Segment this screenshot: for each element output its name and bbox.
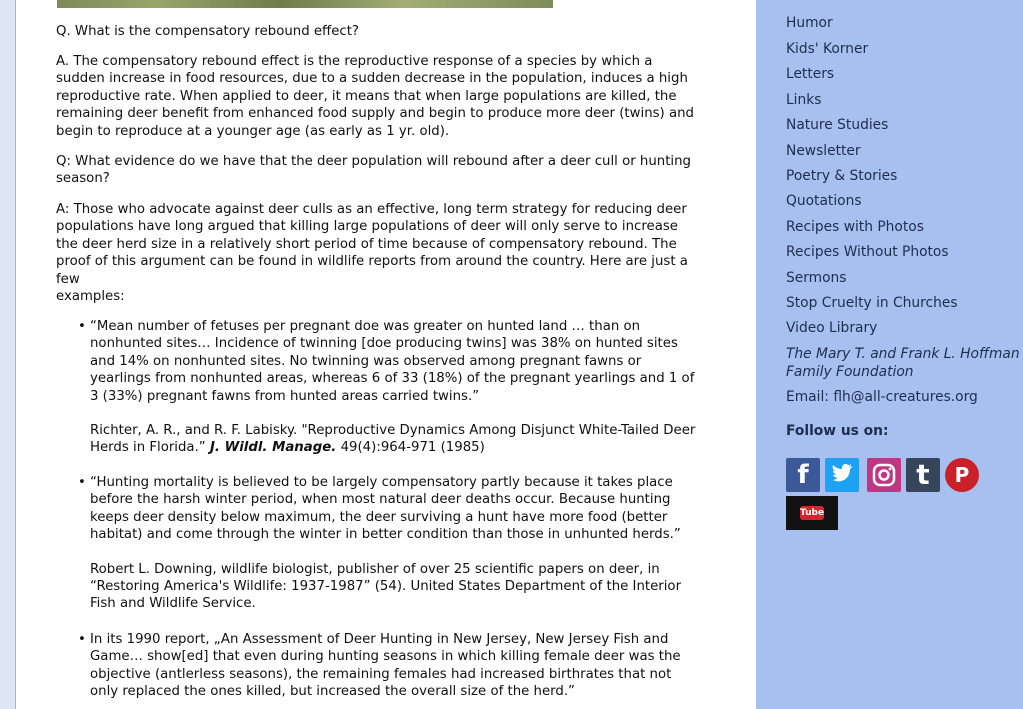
sidebar-item-letters[interactable]: Letters <box>786 66 835 82</box>
facebook-icon[interactable]: f <box>786 458 820 492</box>
answer-2: A: Those who advocate against deer culls as an effective, long term strategy for reducing deer populations have long argued that killing large populations of deer will only serve to increase the deer herd size in a relatively short period of time because of compensatory rebound. The proof of this argument can be found in wildlife reports from around the country. Here are just a few <box>56 202 688 287</box>
sidebar-item-stop-cruelty[interactable]: Stop Cruelty in Churches <box>786 295 958 311</box>
email-row <box>786 389 978 405</box>
sidebar-item-newsletter[interactable]: Newsletter <box>786 143 861 159</box>
citation-1: Richter, A. R., and R. F. Labisky. "Reproductive Dynamics Among Disjunct White-Tailed Deer Herds in Florida.” J. Wildl. Manage. 49(4):964-971 (1985) <box>90 423 696 456</box>
sidebar-item-nature-studies[interactable]: Nature Studies <box>786 117 889 133</box>
sidebar-item-foundation[interactable]: The Mary T. and Frank L. Hoffman Family Foundation <box>786 346 1020 380</box>
pinterest-icon[interactable]: P <box>945 458 979 492</box>
sidebar-item-kids-korner[interactable]: Kids' Korner <box>786 41 869 57</box>
sidebar-item-sermons[interactable]: Sermons <box>786 270 847 286</box>
sidebar-item-links[interactable]: Links <box>786 92 822 108</box>
question-1: Q. What is the compensatory rebound effect? <box>56 24 359 39</box>
youtube-icon[interactable] <box>786 496 838 530</box>
sidebar-item-quotations[interactable]: Quotations <box>786 193 862 209</box>
twitter-icon[interactable] <box>825 458 859 492</box>
answer-1: A. The compensatory rebound effect is the reproductive response of a species by which a sudden increase in food resources, due to a sudden decrease in the population, induces a high reproductive rate. When applied to deer, it means that when large populations are killed, the remaining deer benefit from enhanced food supply and begin to produce more deer (twins) and begin to reproduce at a younger age (as early as 1 yr. old). <box>56 54 694 139</box>
sidebar-item-recipes-without-photos[interactable]: Recipes Without Photos <box>786 244 949 260</box>
sidebar <box>756 0 1023 709</box>
citation-2: Robert L. Downing, wildlife biologist, publisher of over 25 scientific papers on deer, in “Restoring America's Wildlife: 1937-1987” (54). United States Department of the Interior Fish and Wildlife Service. <box>90 561 682 612</box>
list-item <box>78 631 702 701</box>
sidebar-item-recipes-with-photos[interactable]: Recipes with Photos <box>786 219 924 235</box>
list-item <box>78 318 702 457</box>
sidebar-item-poetry-stories[interactable]: Poetry & Stories <box>786 168 898 184</box>
question-2: Q: What evidence do we have that the deer population will rebound after a deer cull or hunting season? <box>56 154 691 187</box>
answer-2-tail: examples: <box>56 289 125 304</box>
header-photo <box>57 0 553 8</box>
instagram-camera-icon <box>867 458 901 492</box>
page <box>15 0 1023 709</box>
bullet-icon: • <box>78 475 86 490</box>
email-link[interactable]: flh@all-creatures.org <box>833 389 978 405</box>
twitter-bird-icon <box>825 458 859 492</box>
instagram-icon[interactable] <box>867 458 901 492</box>
email-label: Email: <box>786 389 829 405</box>
quote-1: “Mean number of fetuses per pregnant doe was greater on hunted land … than on nonhunted sites… Incidence of twinning [doe producing twins] was 38% on hunted sites and 14% on nonhunted sites. No twinning was observed among pregnant fawns or yearlings from nonhunted areas, whereas 6 of 33 (18%) of the pregnant yearlings and 1 of 3 (33%) pregnant fawns from hunted areas carried twins.” <box>90 319 695 404</box>
follow-heading: Follow us on: <box>786 423 889 439</box>
sidebar-item-humor[interactable]: Humor <box>786 15 833 31</box>
list-item <box>78 474 702 613</box>
quote-3: In its 1990 report, „An Assessment of Deer Hunting in New Jersey, New Jersey Fish and Game… show[ed] that even during hunting seasons in which killing female deer was the objective (antlerless seasons), the remaining females had increased birthrates that not only replaced the ones killed, but increased the overall size of the herd.” <box>90 632 681 700</box>
youtube-label: Tube <box>800 508 825 518</box>
quote-2: “Hunting mortality is believed to be largely compensatory partly because it takes place before the harsh winter period, when most natural deer deaths occur. Because hunting keeps deer density below maximum, the deer surviving a hunt have more food (better habitat) and come through the winter in better condition than those in unhunted herds.” <box>90 475 681 543</box>
bullet-icon: • <box>78 319 86 334</box>
bullet-icon: • <box>78 632 86 647</box>
journal-name: J. Wildl. Manage. <box>209 440 337 456</box>
sidebar-item-video-library[interactable]: Video Library <box>786 320 878 336</box>
tumblr-icon[interactable]: t <box>906 458 940 492</box>
